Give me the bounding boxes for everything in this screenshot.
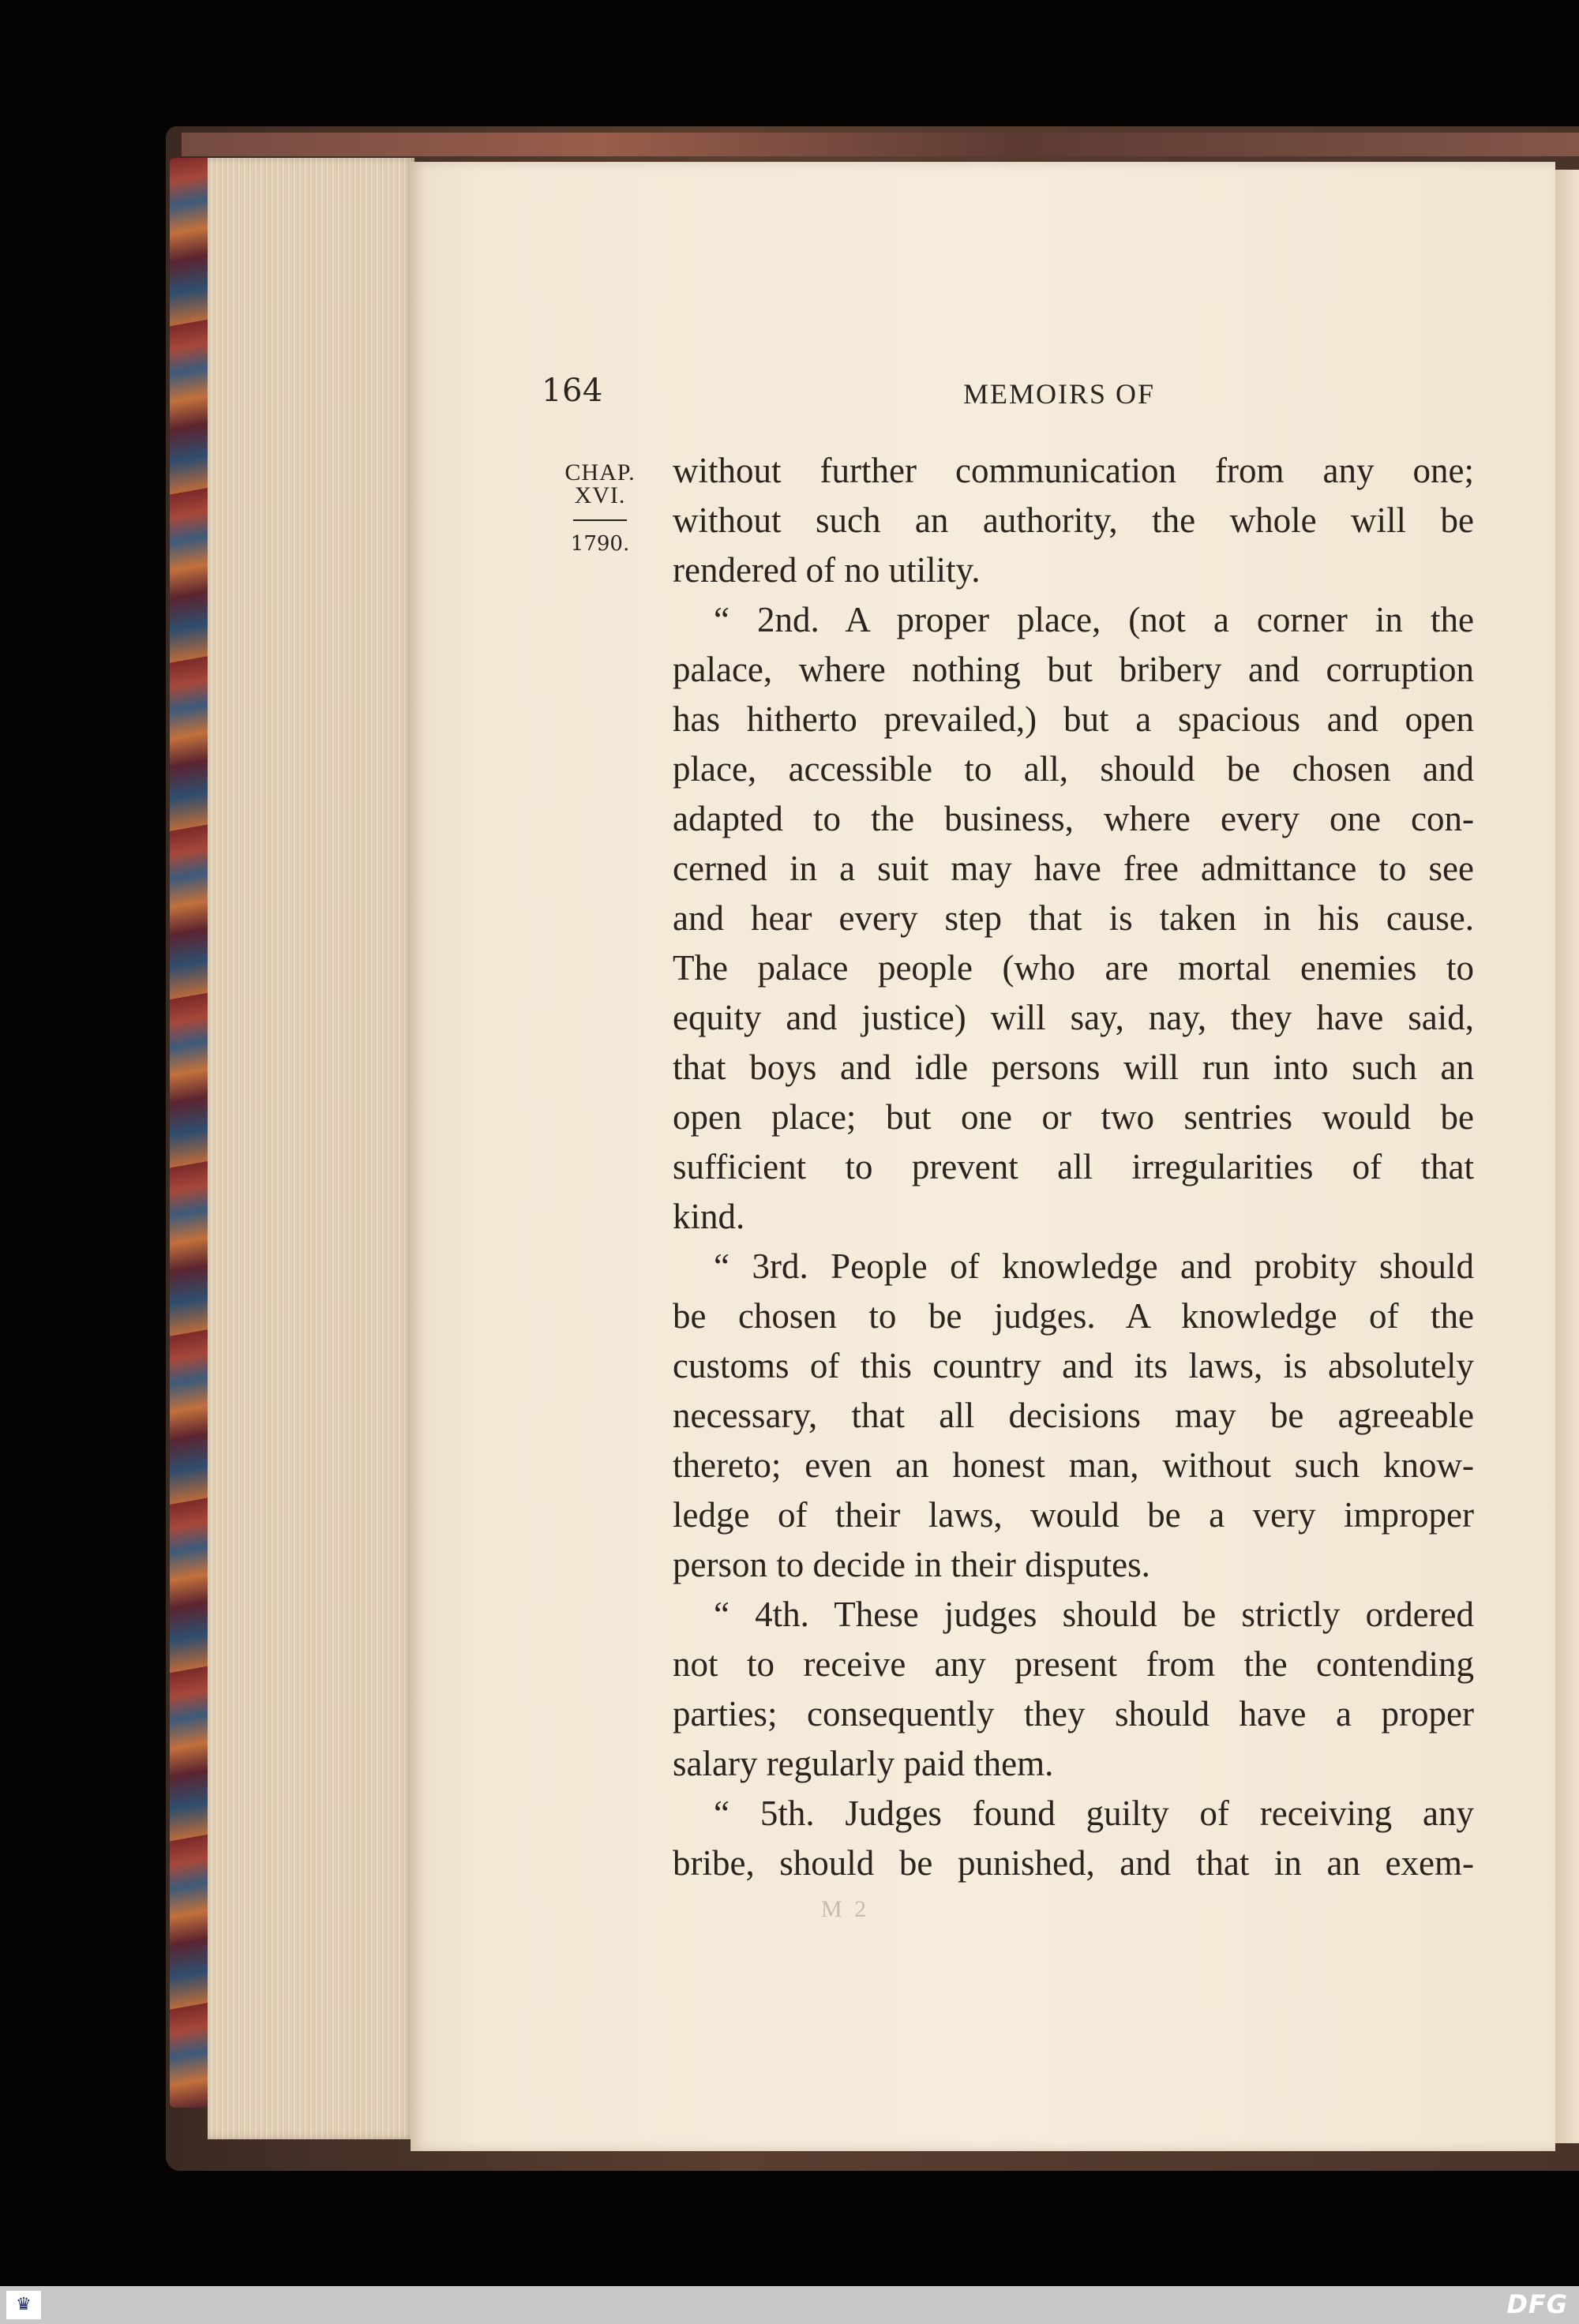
text-line: open place; but one or two sentries would be (673, 1097, 1474, 1137)
chapter-number: XVI. (574, 482, 626, 508)
text-line: place, accessible to all, should be chosen and (673, 749, 1474, 789)
text-line: customs of this country and its laws, is absolutely (673, 1346, 1474, 1385)
margin-note (564, 461, 636, 556)
text-line: rendered of no utility. (673, 550, 981, 590)
running-head: MEMOIRS OF (963, 378, 1156, 410)
text-line: equity and justice) will say, nay, they have said, (673, 998, 1474, 1037)
margin-year: 1790. (570, 532, 630, 556)
text-line: kind. (673, 1197, 745, 1236)
library-logo-icon[interactable]: ♛ (6, 2291, 41, 2319)
text-line: be chosen to be judges. A knowledge of the (673, 1296, 1474, 1336)
text-line: thereto; even an honest man, without such know- (673, 1445, 1474, 1485)
body-text (673, 446, 1474, 1888)
text-line: adapted to the business, where every one con- (673, 799, 1474, 838)
text-line: The palace people (who are mortal enemies to (673, 948, 1474, 988)
text-line: parties; consequently they should have a proper (673, 1694, 1474, 1734)
text-line: bribe, should be punished, and that in an exem- (673, 1843, 1474, 1883)
text-line: that boys and idle persons will run into such an (673, 1048, 1474, 1087)
text-line: necessary, that all decisions may be agreeable (673, 1396, 1474, 1435)
viewer-footer-bar (0, 2286, 1579, 2324)
margin-rule (573, 519, 627, 521)
text-line: palace, where nothing but bribery and corruption (673, 650, 1474, 689)
text-line: sufficient to prevent all irregularities of that (673, 1147, 1474, 1186)
text-line: without further communication from any one; (673, 451, 1474, 490)
text-line: “ 2nd. A proper place, (not a corner in the (714, 600, 1474, 639)
text-line: has hitherto prevailed,) but a spacious and open (673, 699, 1474, 739)
text-line: person to decide in their disputes. (673, 1545, 1150, 1584)
text-line: salary regularly paid them. (673, 1744, 1054, 1783)
page-block-edges (208, 158, 414, 2139)
text-line: not to receive any present from the contending (673, 1644, 1474, 1684)
facing-page-edge (1554, 170, 1579, 2143)
text-line: “ 5th. Judges found guilty of receiving any (714, 1794, 1474, 1833)
text-line: without such an authority, the whole will be (673, 500, 1474, 540)
signature-mark: M 2 (821, 1896, 870, 1922)
dfg-logo[interactable]: DFG (1506, 2289, 1568, 2319)
text-line: and hear every step that is taken in his cause. (673, 898, 1474, 938)
page-number: 164 (542, 373, 603, 409)
marbled-endpaper (170, 158, 208, 2108)
cover-top-edge (182, 133, 1579, 156)
text-line: “ 4th. These judges should be strictly ordered (714, 1595, 1474, 1634)
text-line: cerned in a suit may have free admittance to see (673, 849, 1474, 888)
chapter-label: CHAP. (564, 459, 636, 485)
text-line: “ 3rd. People of knowledge and probity should (714, 1246, 1474, 1286)
text-line: ledge of their laws, would be a very improper (673, 1495, 1474, 1535)
